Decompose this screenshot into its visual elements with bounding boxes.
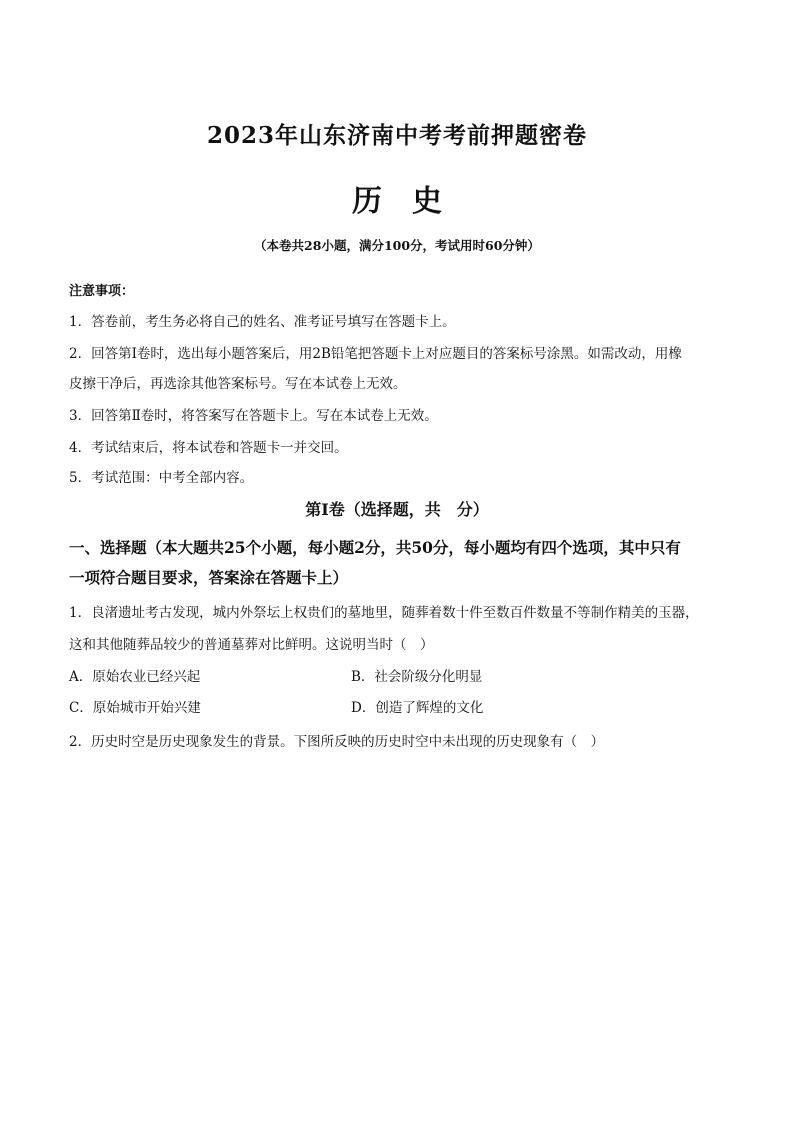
question-1-stem-continued: 这和其他随葬品较少的普通墓葬对比鲜明。这说明当时（ ）: [69, 637, 434, 653]
question-1-option-b: B．社会阶级分化明显: [351, 669, 483, 685]
question-1-stem: 1．良渚遗址考古发现，城内外祭坛上权贵们的墓地里，随葬着数十件至数百件数量不等制作精美的玉器，: [69, 605, 699, 621]
subject-title: 历史: [352, 184, 472, 219]
question-1-option-d: D．创造了辉煌的文化: [351, 700, 484, 716]
question-1-option-c: C．原始城市开始兴建: [69, 700, 201, 716]
notes-heading: 注意事项：: [69, 284, 135, 299]
note-item: 3．回答第Ⅱ卷时，将答案写在答题卡上。写在本试卷上无效。: [69, 408, 438, 424]
note-item: 5．考试范围：中考全部内容。: [69, 470, 254, 486]
question-1-option-a: A．原始农业已经兴起: [69, 669, 201, 685]
part-heading-continued: 一项符合题目要求，答案涂在答题卡上）: [69, 568, 349, 587]
note-item: 1．答卷前，考生务必将自己的姓名、准考证号填写在答题卡上。: [69, 314, 456, 330]
part-heading: 一、选择题（本大题共25个小题，每小题2分，共50分，每小题均有四个选项，其中只有: [69, 538, 681, 557]
note-item: 2．回答第Ⅰ卷时，选出每小题答案后，用2B铅笔把答题卡上对应题目的答案标号涂黑。如需改动，用橡: [69, 346, 682, 362]
section-title: 第Ⅰ卷（选择题，共 分）: [305, 500, 489, 519]
note-item: 4．考试结束后，将本试卷和答题卡一并交回。: [69, 440, 348, 456]
question-2-stem: 2．历史时空是历史现象发生的背景。下图所反映的历史时空中未出现的历史现象有（ ）: [69, 734, 605, 750]
exam-title: 2023年山东济南中考考前押题密卷: [206, 122, 587, 149]
note-item-continued: 皮擦干净后，再选涂其他答案标号。写在本试卷上无效。: [69, 376, 407, 392]
exam-info: （本卷共28小题，满分100分，考试用时60分钟）: [254, 238, 540, 253]
